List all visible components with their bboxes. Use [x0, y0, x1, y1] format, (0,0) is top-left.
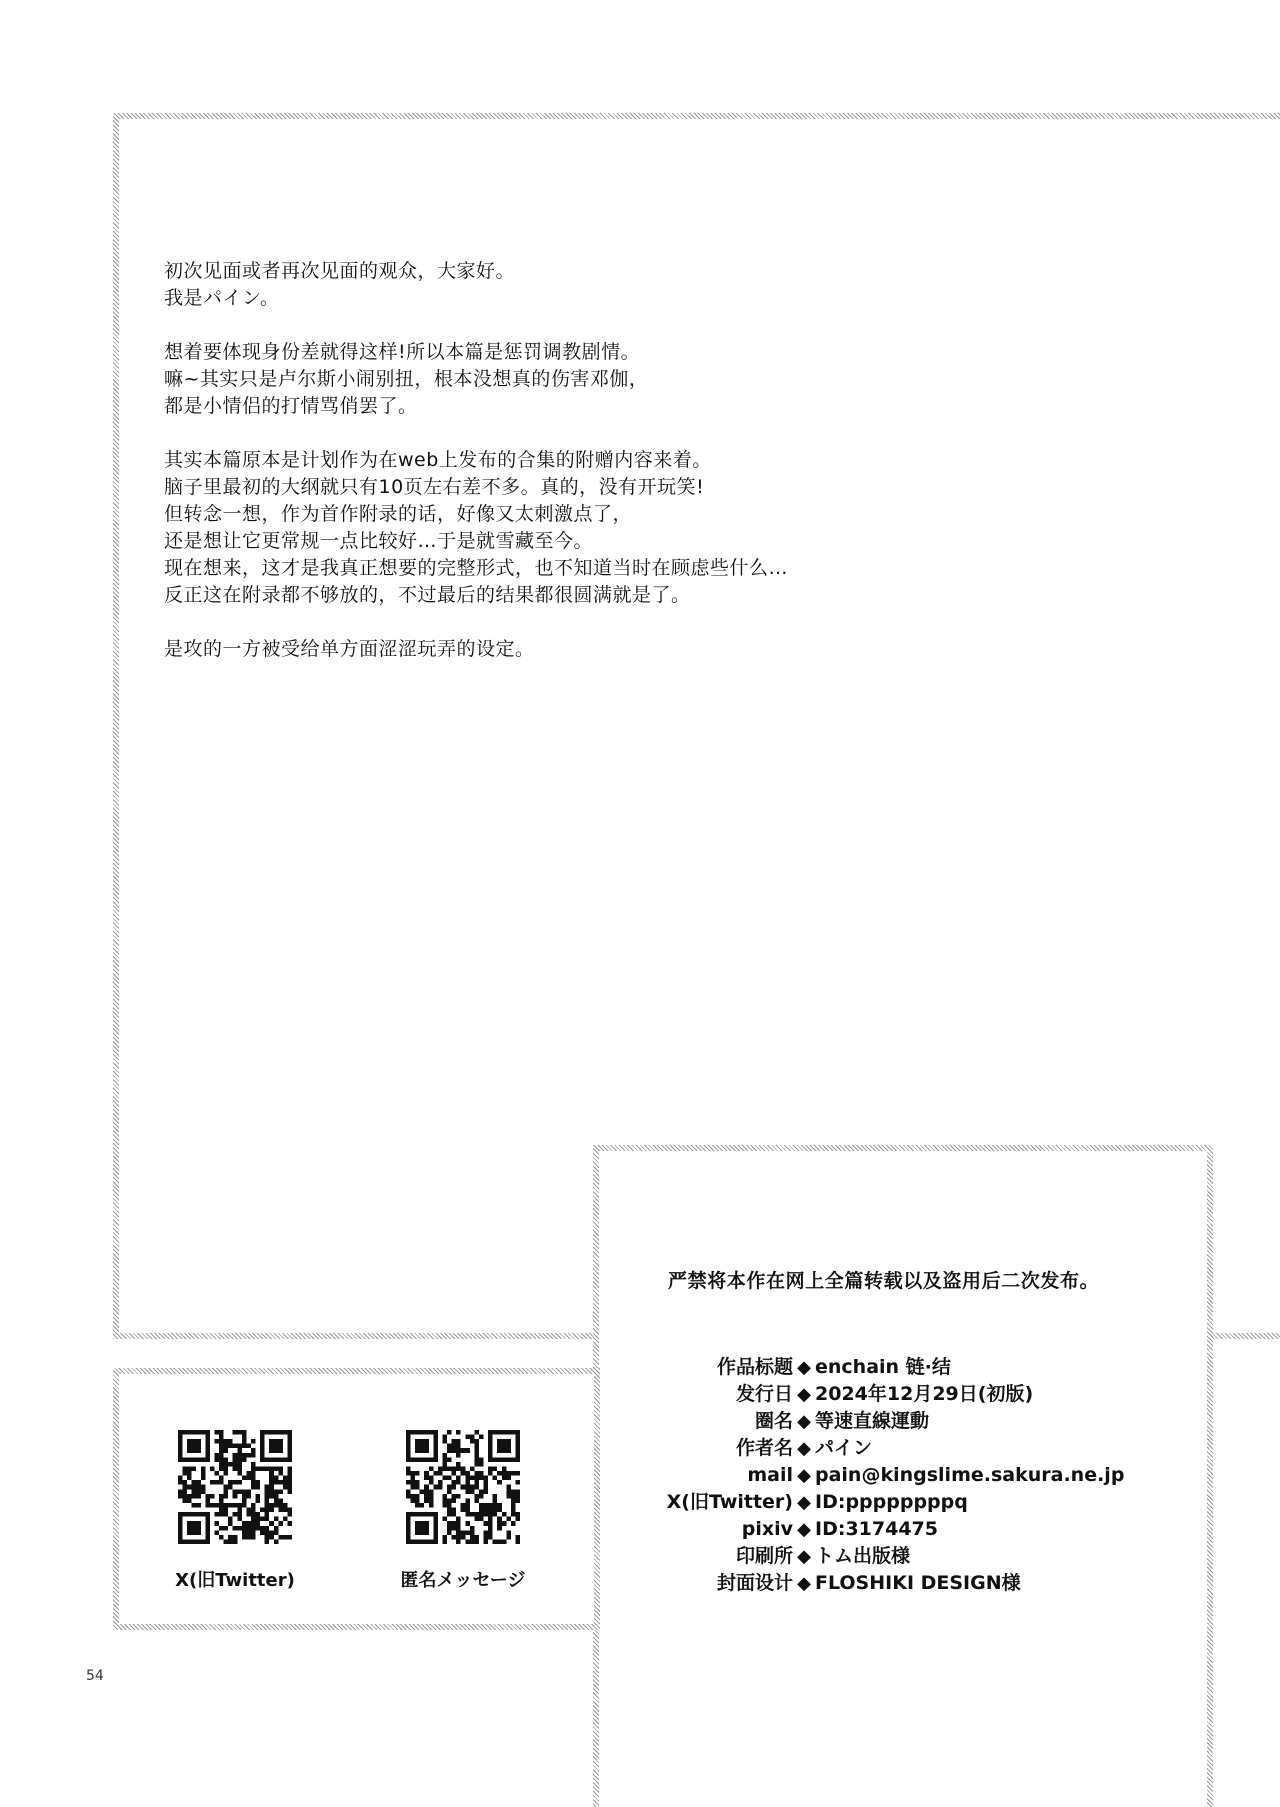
afterword-line: 还是想让它更常规一点比较好…于是就雪藏至今。: [164, 530, 594, 552]
colophon-key: 封面设计: [716, 1572, 793, 1594]
afterword-line: 想着要体现身份差就得这样!所以本篇是惩罚调教剧情。: [164, 341, 641, 363]
afterword-text: [164, 258, 1064, 690]
afterword-line: 嘛~其实只是卢尔斯小闹别扭，根本没想真的伤害邓伽，: [164, 368, 649, 390]
colophon-row-cover: [600, 1570, 1160, 1597]
colophon-value: FLOSHIKI DESIGN様: [815, 1572, 1021, 1594]
colophon-value: 2024年12月29日(初版): [815, 1383, 1034, 1405]
colophon-row-x: [600, 1489, 1160, 1516]
colophon-value: 等速直線運動: [815, 1410, 930, 1432]
afterword-line: 但转念一想，作为首作附录的话，好像又太刺激点了，: [164, 503, 633, 525]
colophon-key: 发行日: [735, 1383, 793, 1405]
qr-block-anonymous-message: [378, 1430, 548, 1592]
colophon-key: 作者名: [735, 1437, 793, 1459]
colophon-value: パイン: [815, 1437, 873, 1459]
colophon-key: pixiv: [741, 1518, 793, 1540]
diamond-icon: ◆: [797, 1546, 811, 1567]
colophon-key: 作品标题: [716, 1356, 793, 1378]
colophon-key: 印刷所: [735, 1545, 793, 1567]
colophon-row-mail: [600, 1462, 1160, 1489]
diamond-icon: ◆: [797, 1438, 811, 1459]
colophon-value: enchain 链·结: [815, 1356, 951, 1378]
colophon-row-pixiv: [600, 1516, 1160, 1543]
colophon-row-title: [600, 1354, 1160, 1381]
afterword-line: 脑子里最初的大纲就只有10页左右差不多。真的，没有开玩笑!: [164, 476, 705, 498]
diamond-icon: ◆: [797, 1573, 811, 1594]
afterword-line: 都是小情侣的打情骂俏罢了。: [164, 395, 418, 417]
qr-code-icon: [178, 1430, 292, 1544]
copyright-notice: 严禁将本作在网上全篇转载以及盗用后二次发布。: [668, 1270, 1100, 1292]
colophon-key: mail: [747, 1464, 793, 1486]
afterword-line: 现在想来，这才是我真正想要的完整形式，也不知道当时在顾虑些什么…: [164, 557, 789, 579]
qr-caption-anonymous-message: 匿名メッセージ: [400, 1570, 526, 1591]
diamond-icon: ◆: [797, 1384, 811, 1405]
diamond-icon: ◆: [797, 1357, 811, 1378]
colophon-row-circle: [600, 1408, 1160, 1435]
colophon-value: ID:3174475: [815, 1518, 938, 1540]
afterword-line: 是攻的一方被受给单方面涩涩玩弄的设定。: [164, 638, 535, 660]
colophon-key: 圈名: [754, 1410, 793, 1432]
colophon-row-printer: [600, 1543, 1160, 1570]
afterword-paragraph: [164, 258, 1064, 312]
qr-block-x: [150, 1430, 320, 1592]
colophon-value: pain@kingslime.sakura.ne.jp: [815, 1464, 1125, 1486]
qr-caption-x: X(旧Twitter): [175, 1570, 295, 1591]
colophon-value: トム出版様: [815, 1545, 911, 1567]
colophon-key: X(旧Twitter): [666, 1491, 793, 1513]
afterword-line: 反正这在附录都不够放的，不过最后的结果都很圆满就是了。: [164, 584, 691, 606]
colophon-row-date: [600, 1381, 1160, 1408]
afterword-line: 其实本篇原本是计划作为在web上发布的合集的附赠内容来着。: [164, 449, 712, 471]
page-number: 54: [86, 1668, 104, 1684]
afterword-paragraph: [164, 636, 1064, 663]
afterword-paragraph: [164, 339, 1064, 420]
diamond-icon: ◆: [797, 1465, 811, 1486]
diamond-icon: ◆: [797, 1519, 811, 1540]
diamond-icon: ◆: [797, 1411, 811, 1432]
colophon-table: [600, 1354, 1160, 1597]
qr-code-icon: [406, 1430, 520, 1544]
afterword-line: 初次见面或者再次见面的观众，大家好。: [164, 260, 516, 282]
afterword-paragraph: [164, 447, 1064, 609]
colophon-value: ID:ppppppppq: [815, 1491, 968, 1513]
afterword-line: 我是パイン。: [164, 287, 280, 309]
colophon-row-author: [600, 1435, 1160, 1462]
diamond-icon: ◆: [797, 1492, 811, 1513]
